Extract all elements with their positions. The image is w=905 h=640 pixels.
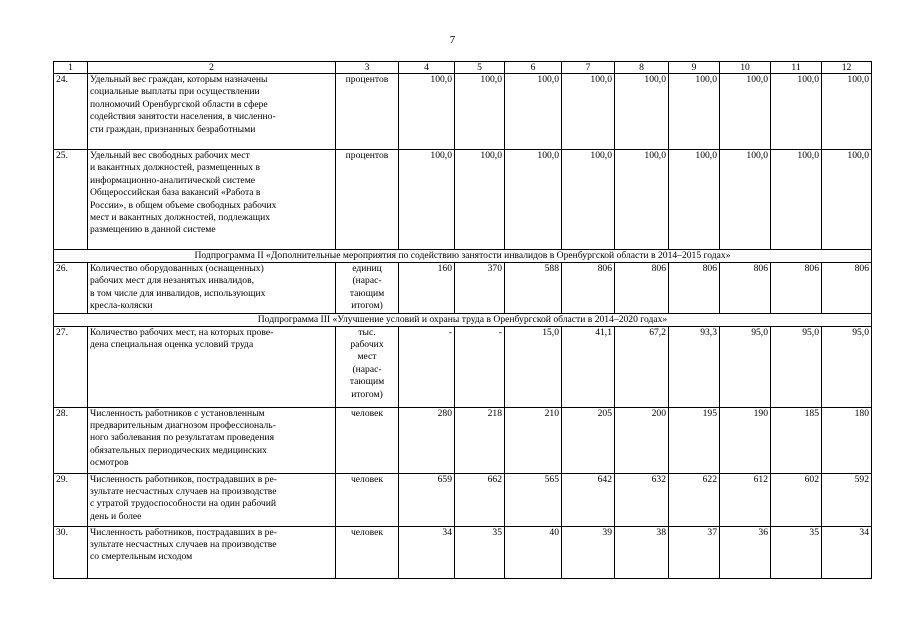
indicator-name-line: зультате несчастных случаев на производстве bbox=[90, 486, 277, 498]
indicator-name-line: Численность работников с установленным bbox=[90, 407, 265, 419]
value-cell: 180 bbox=[822, 407, 872, 473]
value-cell: 565 bbox=[505, 473, 562, 526]
value-cell: 100,0 bbox=[455, 74, 505, 150]
unit-line: единиц bbox=[352, 263, 382, 274]
indicator-name-line: осмотров bbox=[90, 457, 129, 469]
indicator-name-line: России», в общем объеме свободных рабочих bbox=[90, 199, 277, 211]
value-cell: 210 bbox=[505, 407, 562, 473]
value-cell: 370 bbox=[455, 263, 505, 314]
row-number: 27. bbox=[54, 326, 88, 407]
row-number: 24. bbox=[54, 74, 88, 150]
indicator-name bbox=[88, 473, 336, 526]
unit-cell bbox=[336, 326, 399, 407]
value-cell: 100,0 bbox=[720, 150, 771, 250]
indicator-name-line: Количество рабочих мест, на которых прове- bbox=[90, 326, 274, 338]
indicator-name-line: дена специальная оценка условий труда bbox=[90, 339, 254, 351]
indicator-name-line: со смертельным исходом bbox=[90, 551, 193, 563]
value-cell: 34 bbox=[822, 526, 872, 578]
value-cell: 602 bbox=[771, 473, 822, 526]
value-cell: 39 bbox=[562, 526, 615, 578]
header-cell: 1 bbox=[54, 62, 88, 74]
indicator-name-line: Удельный вес граждан, которым назначены bbox=[90, 74, 268, 85]
table-row bbox=[54, 473, 872, 526]
value-cell: 36 bbox=[720, 526, 771, 578]
value-cell: 662 bbox=[455, 473, 505, 526]
indicators-table bbox=[53, 61, 872, 579]
unit-line: человек bbox=[350, 407, 384, 419]
subprogram-row bbox=[54, 250, 872, 263]
unit-line: итогом) bbox=[351, 388, 383, 400]
value-cell: 95,0 bbox=[822, 326, 872, 407]
unit-cell bbox=[336, 74, 399, 150]
value-cell: 592 bbox=[822, 473, 872, 526]
value-cell: 41,1 bbox=[562, 326, 615, 407]
header-cell: 10 bbox=[720, 62, 771, 74]
value-cell: 100,0 bbox=[615, 74, 669, 150]
value-cell: 632 bbox=[615, 473, 669, 526]
header-cell: 3 bbox=[336, 62, 399, 74]
header-cell: 5 bbox=[455, 62, 505, 74]
value-cell: 160 bbox=[399, 263, 455, 314]
unit-cell bbox=[336, 526, 399, 578]
value-cell: 659 bbox=[399, 473, 455, 526]
header-cell: 2 bbox=[88, 62, 336, 74]
indicator-name-line: размещению в данной системе bbox=[90, 224, 216, 236]
value-cell: 806 bbox=[669, 263, 720, 314]
indicator-name-line: социальные выплаты при осуществлении bbox=[90, 86, 260, 98]
indicator-name-line: рабочих мест для незанятых инвалидов, bbox=[90, 275, 255, 287]
unit-line: процентов bbox=[345, 150, 389, 161]
table-row bbox=[54, 407, 872, 473]
value-cell: 100,0 bbox=[399, 74, 455, 150]
value-cell: 67,2 bbox=[615, 326, 669, 407]
indicator-name bbox=[88, 74, 336, 150]
indicator-name-line: Численность работников, пострадавших в ре- bbox=[90, 473, 277, 485]
value-cell: 190 bbox=[720, 407, 771, 473]
indicator-name-line: информационно-аналитической системе bbox=[90, 174, 256, 186]
unit-line: рабочих bbox=[350, 339, 384, 351]
value-cell: 100,0 bbox=[505, 150, 562, 250]
row-number: 29. bbox=[54, 473, 88, 526]
unit-line: человек bbox=[350, 473, 384, 485]
unit-line: итогом) bbox=[351, 300, 383, 312]
value-cell: 35 bbox=[771, 526, 822, 578]
value-cell: 622 bbox=[669, 473, 720, 526]
unit-cell bbox=[336, 407, 399, 473]
value-cell: 37 bbox=[669, 526, 720, 578]
header-cell: 7 bbox=[562, 62, 615, 74]
value-cell: 34 bbox=[399, 526, 455, 578]
value-cell: 40 bbox=[505, 526, 562, 578]
unit-line: (нарас- bbox=[352, 363, 382, 375]
value-cell: 806 bbox=[822, 263, 872, 314]
unit-line: (нарас- bbox=[352, 275, 382, 287]
value-cell: 95,0 bbox=[720, 326, 771, 407]
value-cell: 93,3 bbox=[669, 326, 720, 407]
row-number: 28. bbox=[54, 407, 88, 473]
value-cell: 195 bbox=[669, 407, 720, 473]
table-row bbox=[54, 263, 872, 314]
table-row bbox=[54, 74, 872, 150]
value-cell: 100,0 bbox=[669, 74, 720, 150]
header-cell: 11 bbox=[771, 62, 822, 74]
value-cell: - bbox=[455, 326, 505, 407]
indicator-name bbox=[88, 263, 336, 314]
unit-cell bbox=[336, 150, 399, 250]
value-cell: 806 bbox=[615, 263, 669, 314]
value-cell: 100,0 bbox=[669, 150, 720, 250]
indicator-name bbox=[88, 526, 336, 578]
subprogram-row bbox=[54, 313, 872, 326]
indicator-name bbox=[88, 326, 336, 407]
value-cell: 15,0 bbox=[505, 326, 562, 407]
row-number: 30. bbox=[54, 526, 88, 578]
header-cell: 12 bbox=[822, 62, 872, 74]
unit-line: тающим bbox=[349, 376, 385, 388]
value-cell: - bbox=[399, 326, 455, 407]
row-number: 25. bbox=[54, 150, 88, 250]
indicator-name-line: содействия занятости населения, в численно- bbox=[90, 111, 276, 123]
table-body bbox=[54, 62, 872, 579]
value-cell: 100,0 bbox=[771, 150, 822, 250]
value-cell: 95,0 bbox=[771, 326, 822, 407]
indicator-name-line: предварительным диагнозом профессиональ- bbox=[90, 420, 276, 432]
value-cell: 205 bbox=[562, 407, 615, 473]
value-cell: 200 bbox=[615, 407, 669, 473]
indicator-name bbox=[88, 150, 336, 250]
indicator-name-line: Количество оборудованных (оснащенных) bbox=[90, 263, 264, 274]
table-row bbox=[54, 150, 872, 250]
unit-line: мест bbox=[357, 351, 377, 363]
table-row bbox=[54, 326, 872, 407]
table-row bbox=[54, 526, 872, 578]
unit-line: тающим bbox=[349, 287, 385, 299]
subprogram-title: Подпрограмма III «Улучшение условий и охраны труда в Оренбургской области в 2014–2020 годах» bbox=[54, 313, 872, 326]
unit-line: человек bbox=[350, 526, 384, 538]
value-cell: 100,0 bbox=[505, 74, 562, 150]
indicator-name-line: обязательных периодических медицинских bbox=[90, 444, 267, 456]
indicator-name-line: в том числе для инвалидов, использующих bbox=[90, 287, 266, 299]
value-cell: 806 bbox=[720, 263, 771, 314]
page-number: 7 bbox=[449, 34, 456, 46]
indicator-name-line: Удельный вес свободных рабочих мест bbox=[90, 150, 250, 161]
indicator-name-line: с утратой трудоспособности на один рабочий bbox=[90, 498, 277, 510]
value-cell: 806 bbox=[771, 263, 822, 314]
value-cell: 100,0 bbox=[771, 74, 822, 150]
value-cell: 100,0 bbox=[399, 150, 455, 250]
header-cell: 4 bbox=[399, 62, 455, 74]
subprogram-title: Подпрограмма II «Дополнительные мероприятия по содействию занятости инвалидов в Оренбургской области в 2014–2015 годах» bbox=[54, 250, 872, 263]
value-cell: 100,0 bbox=[562, 74, 615, 150]
value-cell: 100,0 bbox=[822, 150, 872, 250]
header-cell: 6 bbox=[505, 62, 562, 74]
header-cell: 9 bbox=[669, 62, 720, 74]
unit-line: процентов bbox=[345, 74, 389, 85]
value-cell: 100,0 bbox=[822, 74, 872, 150]
unit-line: тыс. bbox=[358, 326, 376, 338]
indicator-name-line: сти граждан, признанных безработными bbox=[90, 123, 256, 135]
indicator-name-line: Общероссийская база вакансий «Работа в bbox=[90, 187, 261, 199]
unit-cell bbox=[336, 473, 399, 526]
value-cell: 806 bbox=[562, 263, 615, 314]
value-cell: 588 bbox=[505, 263, 562, 314]
indicator-name-line: и вакантных должностей, размещенных в bbox=[90, 162, 260, 174]
indicator-name-line: мест и вакантных должностей, подлежащих bbox=[90, 212, 271, 224]
header-cell: 8 bbox=[615, 62, 669, 74]
value-cell: 185 bbox=[771, 407, 822, 473]
indicator-name-line: полномочий Оренбургской области в сфере bbox=[90, 98, 268, 110]
indicator-name-line: кресла-коляски bbox=[90, 300, 153, 312]
indicator-name-line: Численность работников, пострадавших в ре- bbox=[90, 526, 277, 538]
indicator-name-line: ного заболевания по результатам проведения bbox=[90, 432, 274, 444]
value-cell: 35 bbox=[455, 526, 505, 578]
value-cell: 100,0 bbox=[615, 150, 669, 250]
value-cell: 218 bbox=[455, 407, 505, 473]
indicator-name-line: день и более bbox=[90, 510, 142, 522]
value-cell: 100,0 bbox=[455, 150, 505, 250]
value-cell: 100,0 bbox=[562, 150, 615, 250]
indicator-name bbox=[88, 407, 336, 473]
value-cell: 100,0 bbox=[720, 74, 771, 150]
value-cell: 642 bbox=[562, 473, 615, 526]
value-cell: 38 bbox=[615, 526, 669, 578]
value-cell: 612 bbox=[720, 473, 771, 526]
header-row bbox=[54, 62, 872, 74]
unit-cell bbox=[336, 263, 399, 314]
indicator-name-line: зультате несчастных случаев на производстве bbox=[90, 539, 277, 551]
row-number: 26. bbox=[54, 263, 88, 314]
value-cell: 280 bbox=[399, 407, 455, 473]
